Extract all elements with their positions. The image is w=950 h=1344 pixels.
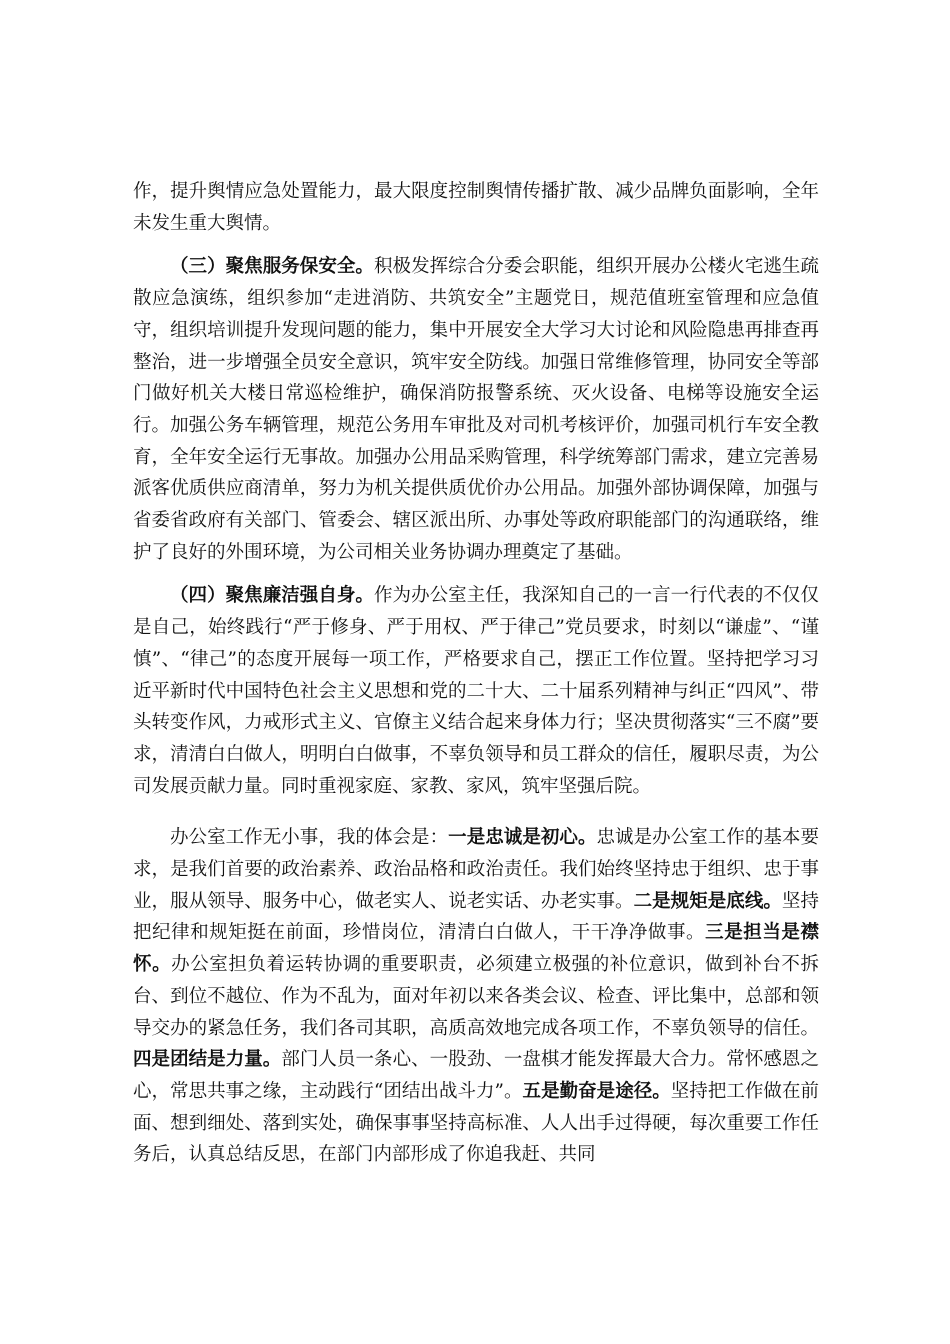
point-two-heading: 二是规矩是底线。: [633, 890, 782, 912]
paragraph-experience: [133, 822, 819, 1171]
section-four-heading: （四）聚焦廉洁强自身。: [170, 585, 374, 607]
point-five-text: 坚持把工作做在前面、想到细处、落到实处，确保事事坚持高标准、人人出手过得硬，每次重要工作任务后，认真总结反思，在部门内部形成了你追我赶、共同: [133, 1080, 819, 1166]
section-three-heading: （三）聚焦服务保安全。: [170, 256, 374, 278]
point-four-heading: 四是团结是力量。: [133, 1049, 282, 1071]
paragraph-1: [133, 176, 819, 239]
paragraph-section-four: [133, 580, 819, 802]
section-four-text: 作为办公室主任，我深知自己的一言一行代表的不仅仅是自己，始终践行“严于修身、严于用权、严于律己”党员要求，时刻以“谦虚”、“谨慎”、“律己”的态度开展每一项工作，严格要求自己，摆正工作位置。坚持把学习习近平新时代中国特色社会主义思想和党的二十大、二十届系列精神与纠正“四风”、带头转变作风，力戒形式主义、官僚主义结合起来身体力行；坚决贯彻落实“三不腐”要求，清清白白做人，明明白白做事，不辜负领导和员工群众的信任，履职尽责，为公司发展贡献力量。同时重视家庭、家教、家风，筑牢坚强后院。: [133, 585, 819, 797]
paragraph-section-three: [133, 251, 819, 568]
point-one-text: 忠诚是办公室工作的基本要求，是我们首要的政治素养、政治品格和政治责任。我们始终坚持忠于组织、忠于事业，服从领导、服务中心，做老实人、说老实话、办老实事。: [133, 827, 819, 912]
point-three-text: 办公室担负着运转协调的重要职责，必须建立极强的补位意识，做到补台不拆台、到位不越位、作为不乱为，面对年初以来各类会议、检查、评比集中，总部和领导交办的紧急任务，我们各司其职，高质高效地完成各项工作，不辜负领导的信任。: [133, 954, 819, 1039]
point-two-text: 坚持把纪律和规矩挺在前面，珍惜岗位，清清白白做人，干干净净做事。: [133, 890, 819, 944]
experience-intro: 办公室工作无小事，我的体会是：: [170, 827, 449, 849]
point-five-heading: 五是勤奋是途径。: [522, 1080, 671, 1102]
document-body: [133, 176, 819, 1183]
point-three-heading: 三是担当是襟怀。: [133, 922, 819, 976]
paragraph-1-text: 作，提升舆情应急处置能力，最大限度控制舆情传播扩散、减少品牌负面影响，全年未发生重大舆情。: [133, 181, 819, 234]
section-three-text: 积极发挥综合分委会职能，组织开展办公楼火宅逃生疏散应急演练，组织参加“走进消防、共筑安全”主题党日，规范值班室管理和应急值守，组织培训提升发现问题的能力，集中开展安全大学习大讨论和风险隐患再排查再整治，进一步增强全员安全意识，筑牢安全防线。加强日常维修管理，协同安全等部门做好机关大楼日常巡检维护，确保消防报警系统、灭火设备、电梯等设施安全运行。加强公务车辆管理，规范公务用车审批及对司机考核评价，加强司机行车安全教育，全年安全运行无事故。加强办公用品采购管理，科学统筹部门需求，建立完善易派客优质供应商清单，努力为机关提供质优价办公用品。加强外部协调保障，加强与省委省政府有关部门、管委会、辖区派出所、办事处等政府职能部门的沟通联络，维护了良好的外围环境，为公司相关业务协调办理奠定了基础。: [133, 256, 819, 563]
point-one-heading: 一是忠诚是初心。: [448, 827, 597, 849]
point-four-text: 部门人员一条心、一股劲、一盘棋才能发挥最大合力。常怀感恩之心，常思共事之缘，主动践行“团结出战斗力”。: [133, 1049, 819, 1102]
